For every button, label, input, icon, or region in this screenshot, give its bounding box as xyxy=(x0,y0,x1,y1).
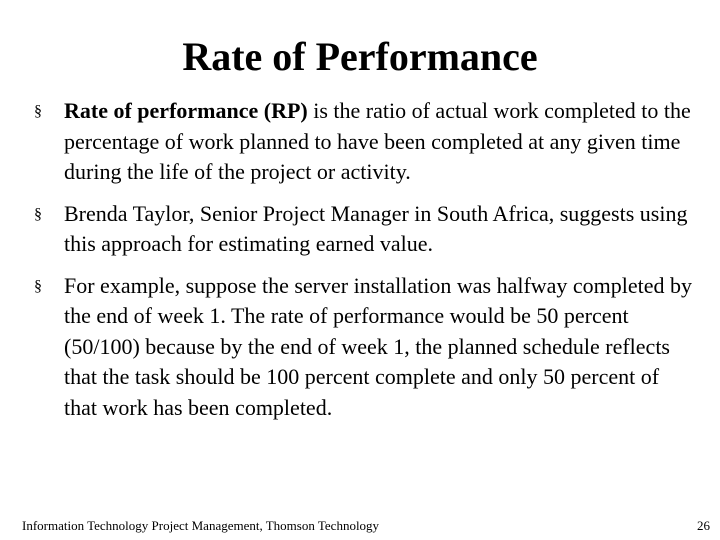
bullet-term: Rate of performance (RP) xyxy=(64,98,308,123)
bullet-text: is the ratio of actual work completed to the percentage of work planned to have been completed at any given time during the life of the project or activity. xyxy=(64,98,691,184)
bullet-list xyxy=(34,96,696,423)
bullet-text: For example, suppose the server installation was halfway completed by the end of week 1. The rate of performance would be 50 percent (50/100) because by the end of week 1, the planned schedule reflects that the task should be 100 percent complete and only 50 percent of that work has been completed. xyxy=(64,272,693,420)
section-bullet-icon: § xyxy=(34,277,42,295)
slide-title: Rate of Performance xyxy=(182,34,538,79)
footer-source: Information Technology Project Management, Thomson Technology xyxy=(22,518,380,533)
bullet-item-rate-of-performance xyxy=(34,96,696,188)
section-bullet-icon: § xyxy=(34,205,42,223)
section-bullet-icon: § xyxy=(34,103,42,120)
bullet-text: Brenda Taylor, Senior Project Manager in South Africa, suggests using this approach for estimating earned value. xyxy=(64,200,688,256)
bullet-item-brenda-taylor xyxy=(34,199,696,260)
page-number: 26 xyxy=(697,518,710,533)
bullet-item-example xyxy=(34,271,696,424)
